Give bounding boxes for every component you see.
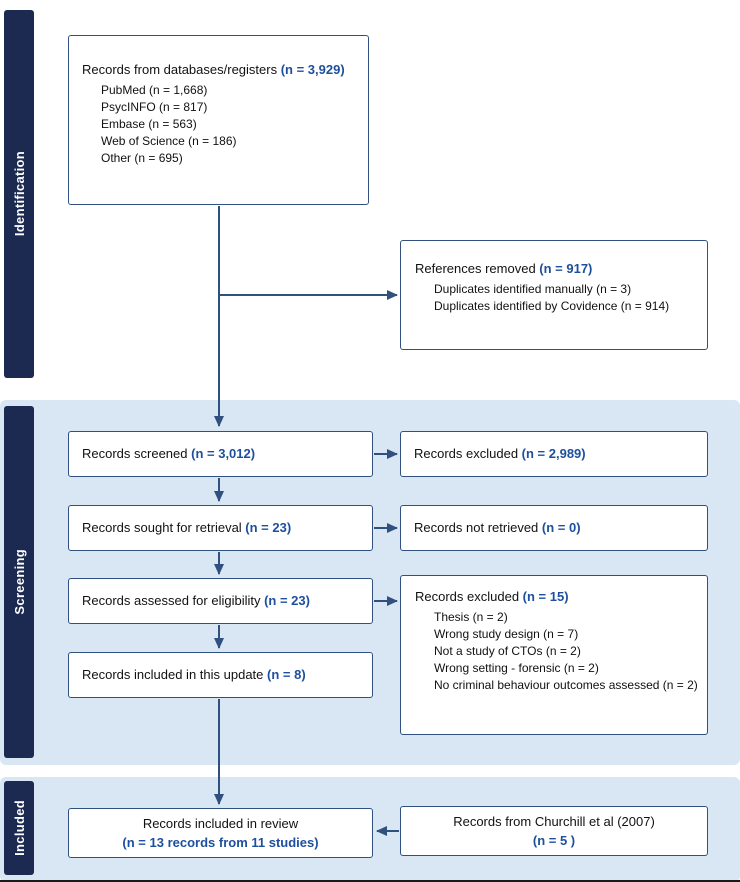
list-item: Wrong setting - forensic (n = 2) [434,661,599,676]
list-item: Duplicates identified by Covidence (n = 914) [434,299,670,314]
list-item: Wrong study design (n = 7) [434,627,579,642]
box-references-removed [400,240,708,350]
box-records-databases [68,35,369,205]
box-title-text: Records sought for retrieval [82,519,246,535]
box-title-text: Records screened [82,445,192,461]
box-title-count: (n = 3,929) [280,62,345,77]
box-title [82,666,306,684]
list-item: Thesis (n = 2) [434,610,508,625]
box-records-excluded [400,431,708,477]
box-title [82,61,358,79]
box-title-count: (n = 23) [264,592,310,608]
box-title [82,519,291,537]
box-title-text: Records excluded [414,445,522,461]
box-title-count: (n = 23) [245,519,292,535]
box-title [82,592,310,610]
identification-label: Identification [11,151,27,237]
box-title-count: (n = 917) [539,261,593,276]
duplicates-list [434,281,699,315]
box-records-included-review [68,808,373,858]
box-records-assessed [68,578,373,624]
box-title-text: Records not retrieved [414,519,542,535]
list-item: Web of Science (n = 186) [101,134,237,149]
box-title-count: (n = 3,012) [191,445,256,461]
screening-label: Screening [11,549,27,615]
box-title-text: References removed [415,261,540,276]
box-records-screened [68,431,373,477]
box-title-count: (n = 13 records from 11 studies) [122,835,319,850]
box-records-churchill [400,806,708,856]
included-label: Included [11,800,27,856]
list-item: PsycINFO (n = 817) [101,100,208,115]
list-item: Embase (n = 563) [101,117,197,132]
box-title-count: (n = 0) [541,519,581,535]
box-title-text: Records from Churchill et al (2007) [453,813,655,829]
database-source-list [101,82,358,167]
box-title-text: Records assessed for eligibility [82,592,265,608]
box-records-sought [68,505,373,551]
list-item: No criminal behaviour outcomes assessed (n = 2) [434,678,698,693]
box-title [414,519,581,537]
box-records-included-update [68,652,373,698]
list-item: PubMed (n = 1,668) [101,83,208,98]
box-title-text: Records included in this update [82,666,268,682]
box-title-count: (n = 5 ) [532,833,576,848]
box-records-not-retrieved [400,505,708,551]
box-title-text: Records excluded [415,589,523,604]
box-title [415,588,699,606]
box-title [415,260,699,278]
list-item: Duplicates identified manually (n = 3) [434,282,632,297]
box-records-excluded-eligibility [400,575,708,735]
box-title-count: (n = 2,989) [521,445,586,461]
list-item: Not a study of CTOs (n = 2) [434,644,581,659]
box-title-count: (n = 15) [522,589,569,604]
exclusion-reason-list [434,609,699,694]
list-item: Other (n = 695) [101,151,183,166]
box-title [82,445,255,463]
box-title-count: (n = 8) [267,666,306,682]
box-title-text: Records included in review [142,815,299,831]
box-title-text: Records from databases/registers [82,62,281,77]
box-title [414,445,586,463]
